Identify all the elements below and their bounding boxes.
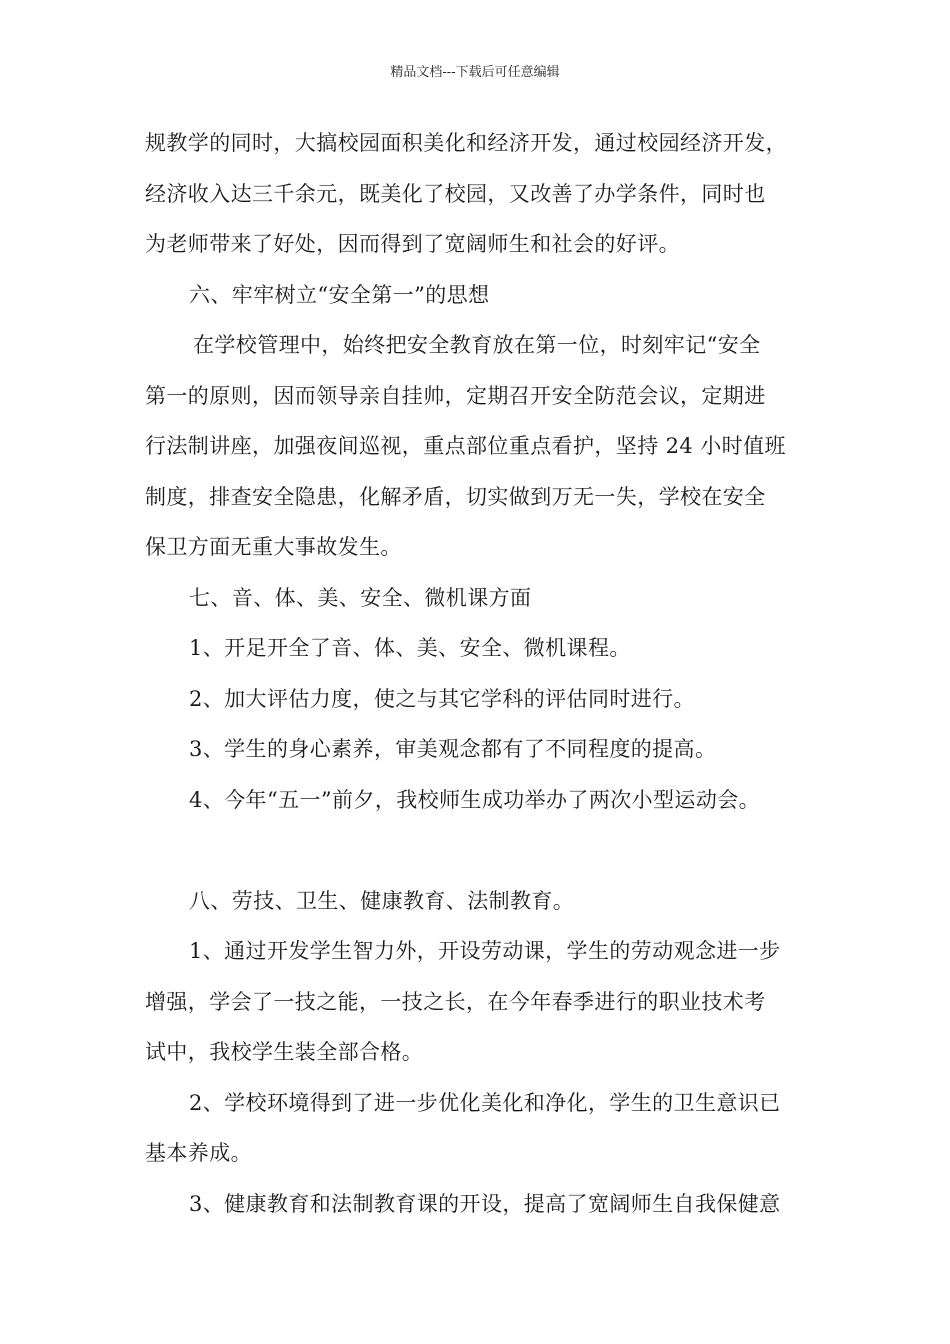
paragraph-line: 保卫方面无重大事故发生。 xyxy=(145,535,402,559)
paragraph-line: 在学校管理中，始终把安全教育放在第一位，时刻牢记“安全 xyxy=(193,333,761,357)
list-item: 2、加大评估力度，使之与其它学科的评估同时进行。 xyxy=(189,686,695,711)
section-heading-six: 六、牢牢树立“安全第一”的思想 xyxy=(189,282,490,307)
section-heading-seven: 七、音、体、美、安全、微机课方面 xyxy=(189,585,532,610)
paragraph-line: 制度，排查安全隐患，化解矛盾，切实做到万无一失，学校在安全 xyxy=(145,484,766,509)
list-item: 1、通过开发学生智力外，开设劳动课，学生的劳动观念进一步 xyxy=(189,939,781,963)
paragraph-line: 为老师带来了好处，因而得到了宽阔师生和社会的好评。 xyxy=(145,232,680,256)
section-heading-eight: 八、劳技、卫生、健康教育、法制教育。 xyxy=(189,888,575,913)
list-item: 4、今年“五一”前夕，我校师生成功举办了两次小型运动会。 xyxy=(189,787,761,812)
page-header: 精品文档---下载后可任意编辑 xyxy=(390,65,560,80)
list-item: 3、学生的身心素养，审美观念都有了不同程度的提高。 xyxy=(189,737,717,761)
list-item: 3、健康教育和法制教育课的开设，提高了宽阔师生自我保健意 xyxy=(189,1191,781,1216)
paragraph-line: 增强，学会了一技之能，一技之长，在今年春季进行的职业技术考 xyxy=(145,989,766,1014)
paragraph-line: 试中，我校学生装全部合格。 xyxy=(145,1040,424,1064)
paragraph-line: 经济收入达三千余元，既美化了校园，又改善了办学条件，同时也 xyxy=(145,181,766,206)
blank-line xyxy=(145,835,807,886)
paragraph-line: 规教学的同时，大搞校园面积美化和经济开发，通过校园经济开发， xyxy=(145,131,787,155)
list-item: 2、学校环境得到了进一步优化美化和净化，学生的卫生意识已 xyxy=(189,1090,781,1115)
paragraph-line: 行法制讲座，加强夜间巡视，重点部位重点看护，坚持 24 小时值班 xyxy=(145,434,786,458)
document-body xyxy=(145,128,807,1239)
list-item: 1、开足开全了音、体、美、安全、微机课程。 xyxy=(189,636,631,660)
paragraph-line: 第一的原则，因而领导亲自挂帅，定期召开安全防范会议，定期进 xyxy=(145,383,766,408)
paragraph-line: 基本养成。 xyxy=(145,1141,252,1165)
